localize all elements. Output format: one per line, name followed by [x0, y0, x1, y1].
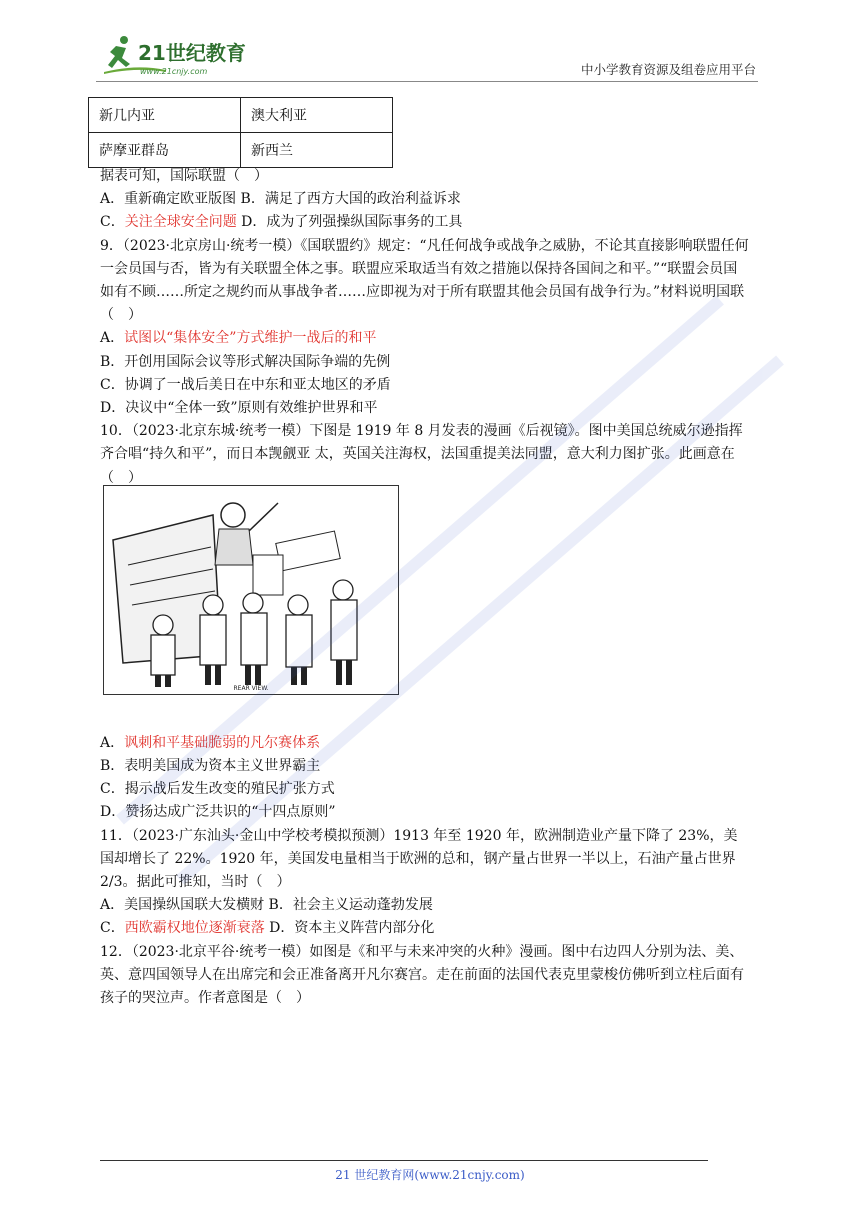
q9-answer: 试图以“集体安全”方式维护一战后的和平: [124, 330, 377, 347]
q8-option-c-prefix: C．: [100, 214, 125, 231]
regions-table: [88, 97, 393, 168]
page-header: [96, 34, 756, 80]
q8-stem: 据表可知，国际联盟（ ）: [100, 168, 268, 184]
q9-option-d: D．决议中“全体一致”原则有效维护世界和平: [100, 400, 378, 417]
table-row: [89, 98, 393, 133]
header-platform-text: 中小学教育资源及组卷应用平台: [580, 62, 756, 77]
footer-divider: [100, 1160, 708, 1161]
table-cell: 萨摩亚群岛: [89, 133, 241, 168]
table-row: [89, 133, 393, 168]
q11-answer: 西欧霸权地位逐渐衰落: [124, 920, 265, 937]
q12-stem: 12．（2023·北京平谷·统考一模）如图是《和平与未来冲突的火种》漫画。图中右边四人分别为法、美、英、意四国领导人在出席完和会正准备离开凡尔赛宫。走在前面的法国代表克里蒙梭仿佛听到立柱后面有孩子的哭泣声。作者意图是（ ）: [100, 943, 744, 1007]
header-divider: [96, 81, 758, 82]
q9-option-c: C．协调了一战后美日在中东和亚太地区的矛盾: [100, 376, 391, 393]
logo-url: www.21cnjy.com: [140, 67, 208, 76]
q10-stem: 10．（2023·北京东城·统考一模）下图是 1919 年 8 月发表的漫画《后视镜》。图中美国总统威尔逊指挥齐合唱“持久和平”，而日本觊觎亚 太，英国关注海权，法国重提美法同盟，意大利力图扩张。此画意在（ ）: [100, 423, 743, 486]
q11-option-d: D．资本主义阵营内部分化: [264, 920, 435, 937]
table-cell: 新几内亚: [89, 98, 241, 133]
rear-view-cartoon: [103, 485, 399, 695]
q10-option-d: D．赞扬达成广泛共识的“十四点原则”: [100, 804, 336, 821]
q10-answer: 讽刺和平基础脆弱的凡尔赛体系: [124, 734, 321, 751]
q11-option-a: A．美国操纵国联大发横财 B．社会主义运动蓬勃发展: [100, 897, 433, 914]
q11-option-c-prefix: C．: [100, 920, 125, 937]
site-logo: [96, 34, 266, 78]
table-cell: 澳大利亚: [241, 98, 393, 133]
q10-option-a-prefix: A．: [100, 734, 125, 751]
q10-option-c: C．揭示战后发生改变的殖民扩张方式: [100, 781, 335, 798]
page-footer: 21 世纪教育网(www.21cnjy.com): [335, 1168, 525, 1182]
cartoon-caption: REAR VIEW.: [233, 685, 269, 692]
q8-option-d: D．成为了列强操纵国际事务的工具: [236, 214, 463, 231]
table-cell: 新西兰: [241, 133, 393, 168]
q10-option-a: [100, 732, 750, 755]
q9-stem: 9．（2023·北京房山·统考一模）《国联盟约》规定：“凡任何战争或战争之威胁，不论其直接影响联盟任何一会员国与否，皆为有关联盟全体之事。联盟应采取适当有效之措施以保持各国间之和平。”“联盟会员国如有不顾……所定之规约而从事战争者……应即视为对于所有联盟其他会员国有战争行为。”材料说明国联（ ）: [100, 237, 749, 324]
q9-option-a-prefix: A．: [100, 330, 125, 347]
q8-answer: 关注全球安全问题: [124, 214, 237, 231]
q8-option-a: A．重新确定欧亚版图 B．满足了西方大国的政治利益诉求: [100, 191, 461, 208]
q8-option-c: [100, 211, 750, 234]
q9-option-a: [100, 327, 750, 350]
q9-option-b: B．开创用国际会议等形式解决国际争端的先例: [100, 353, 391, 370]
logo-text: 21世纪教育: [138, 41, 246, 65]
q11-stem: 11．（2023·广东汕头·金山中学校考模拟预测）1913 年至 1920 年，欧洲制造业产量下降了 23%，美国却增长了 22%。1920 年，美国发电量相当于欧洲的总和，钢产量占世界一半以上，石油产量占世界 2/3。据此可推知，当时（ ）: [100, 827, 738, 891]
q10-option-b: B．表明美国成为资本主义世界霸主: [100, 758, 321, 775]
q11-option-c: [100, 917, 750, 940]
